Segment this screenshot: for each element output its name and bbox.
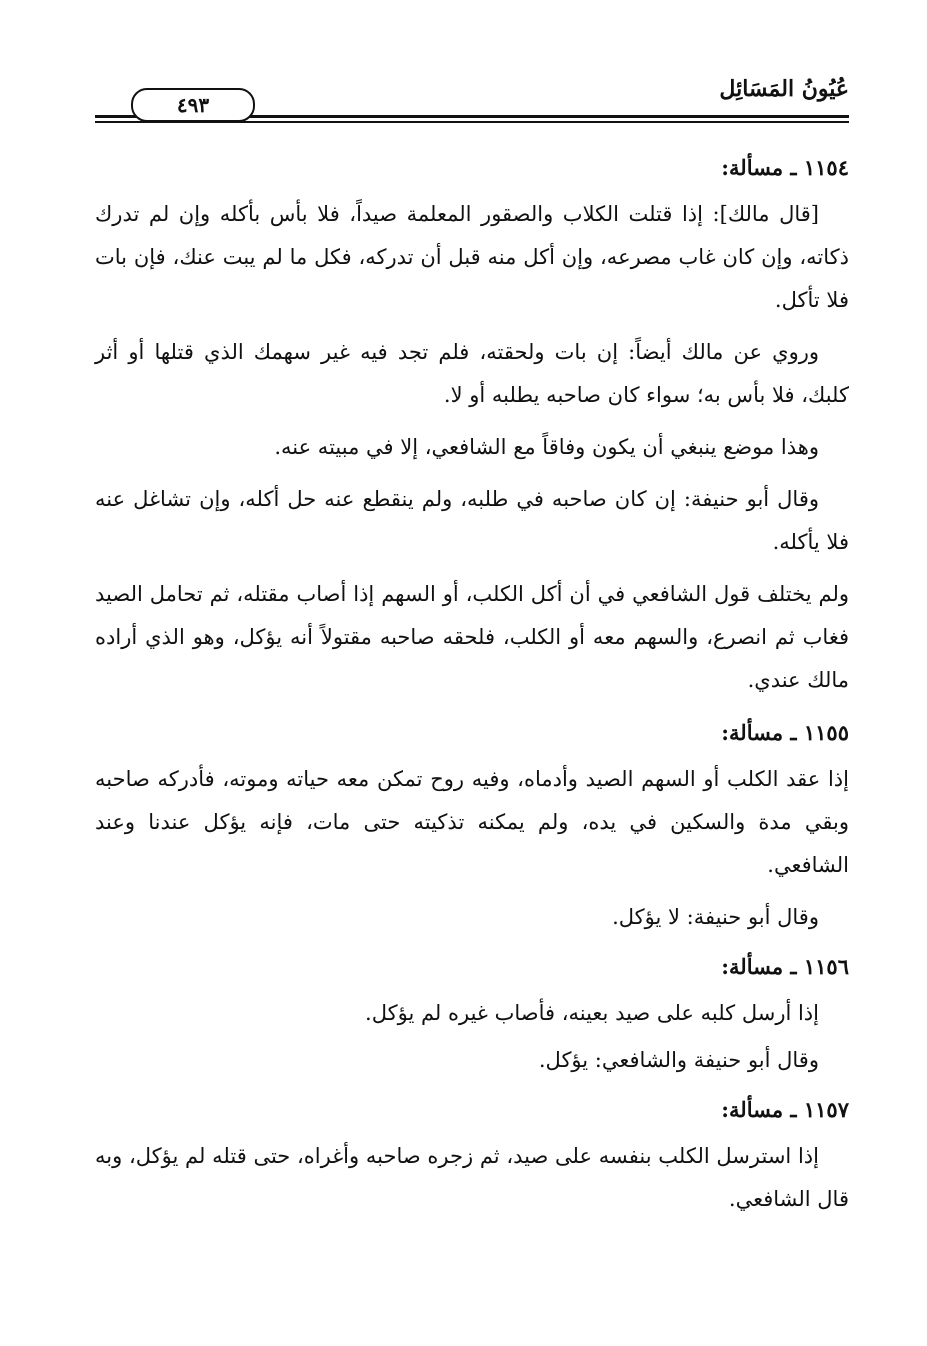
paragraph: وروي عن مالك أيضاً: إن بات ولحقته، فلم تجد فيه غير سهمك الذي قتلها أو أثر كلبك، فلا بأس به؛ سواء كان صاحبه يطلبه أو لا.: [95, 340, 849, 407]
page-header: [95, 66, 849, 126]
section-heading-1155: ١١٥٥ ـ مسألة:: [721, 720, 849, 745]
running-title: عُيُونُ المَسَائِل: [719, 76, 849, 102]
section-heading-1154: ١١٥٤ ـ مسألة:: [721, 155, 849, 180]
section-heading-1156: ١١٥٦ ـ مسألة:: [721, 954, 849, 979]
paragraph: وقال أبو حنيفة والشافعي: يؤكل.: [538, 1048, 819, 1072]
page-number: ٤٩٣: [131, 88, 255, 122]
paragraph: ولم يختلف قول الشافعي في أن أكل الكلب، أو السهم إذا أصاب مقتله، ثم تحامل الصيد فغاب ثم انصرع، والسهم معه أو الكلب، فلحقه صاحبه مقتولاً أنه يؤكل، وهو الذي أراده مالك عندي.: [95, 582, 849, 692]
paragraph: وقال أبو حنيفة: إن كان صاحبه في طلبه، ولم ينقطع عنه حل أكله، وإن تشاغل عنه فلا يأكله.: [95, 487, 849, 554]
paragraph: إذا استرسل الكلب بنفسه على صيد، ثم زجره صاحبه وأغراه، حتى قتله لم يؤكل، وبه قال الشافعي.: [95, 1144, 849, 1211]
paragraph: إذا عقد الكلب أو السهم الصيد وأدماه، وفيه روح تمكن معه حياته وموته، فأدركه صاحبه وبقي مدة والسكين في يده، ولم يمكنه تذكيته حتى مات، فإنه يؤكل عندنا وعند الشافعي.: [95, 767, 849, 877]
section-heading-1157: ١١٥٧ ـ مسألة:: [721, 1097, 849, 1122]
page-body: [95, 140, 849, 1230]
paragraph: [قال مالك]: إذا قتلت الكلاب والصقور المعلمة صيداً، فلا بأس بأكله وإن لم تدرك ذكاته، وإن كان غاب مصرعه، وإن أكل منه قبل أن تدركه، فكل ما لم يبت عنك، فإن بات فلا تأكل.: [95, 202, 849, 312]
paragraph: وهذا موضع ينبغي أن يكون وفاقاً مع الشافعي، إلا في مبيته عنه.: [274, 435, 819, 459]
paragraph: إذا أرسل كلبه على صيد بعينه، فأصاب غيره لم يؤكل.: [365, 1001, 819, 1025]
paragraph: وقال أبو حنيفة: لا يؤكل.: [612, 905, 819, 929]
